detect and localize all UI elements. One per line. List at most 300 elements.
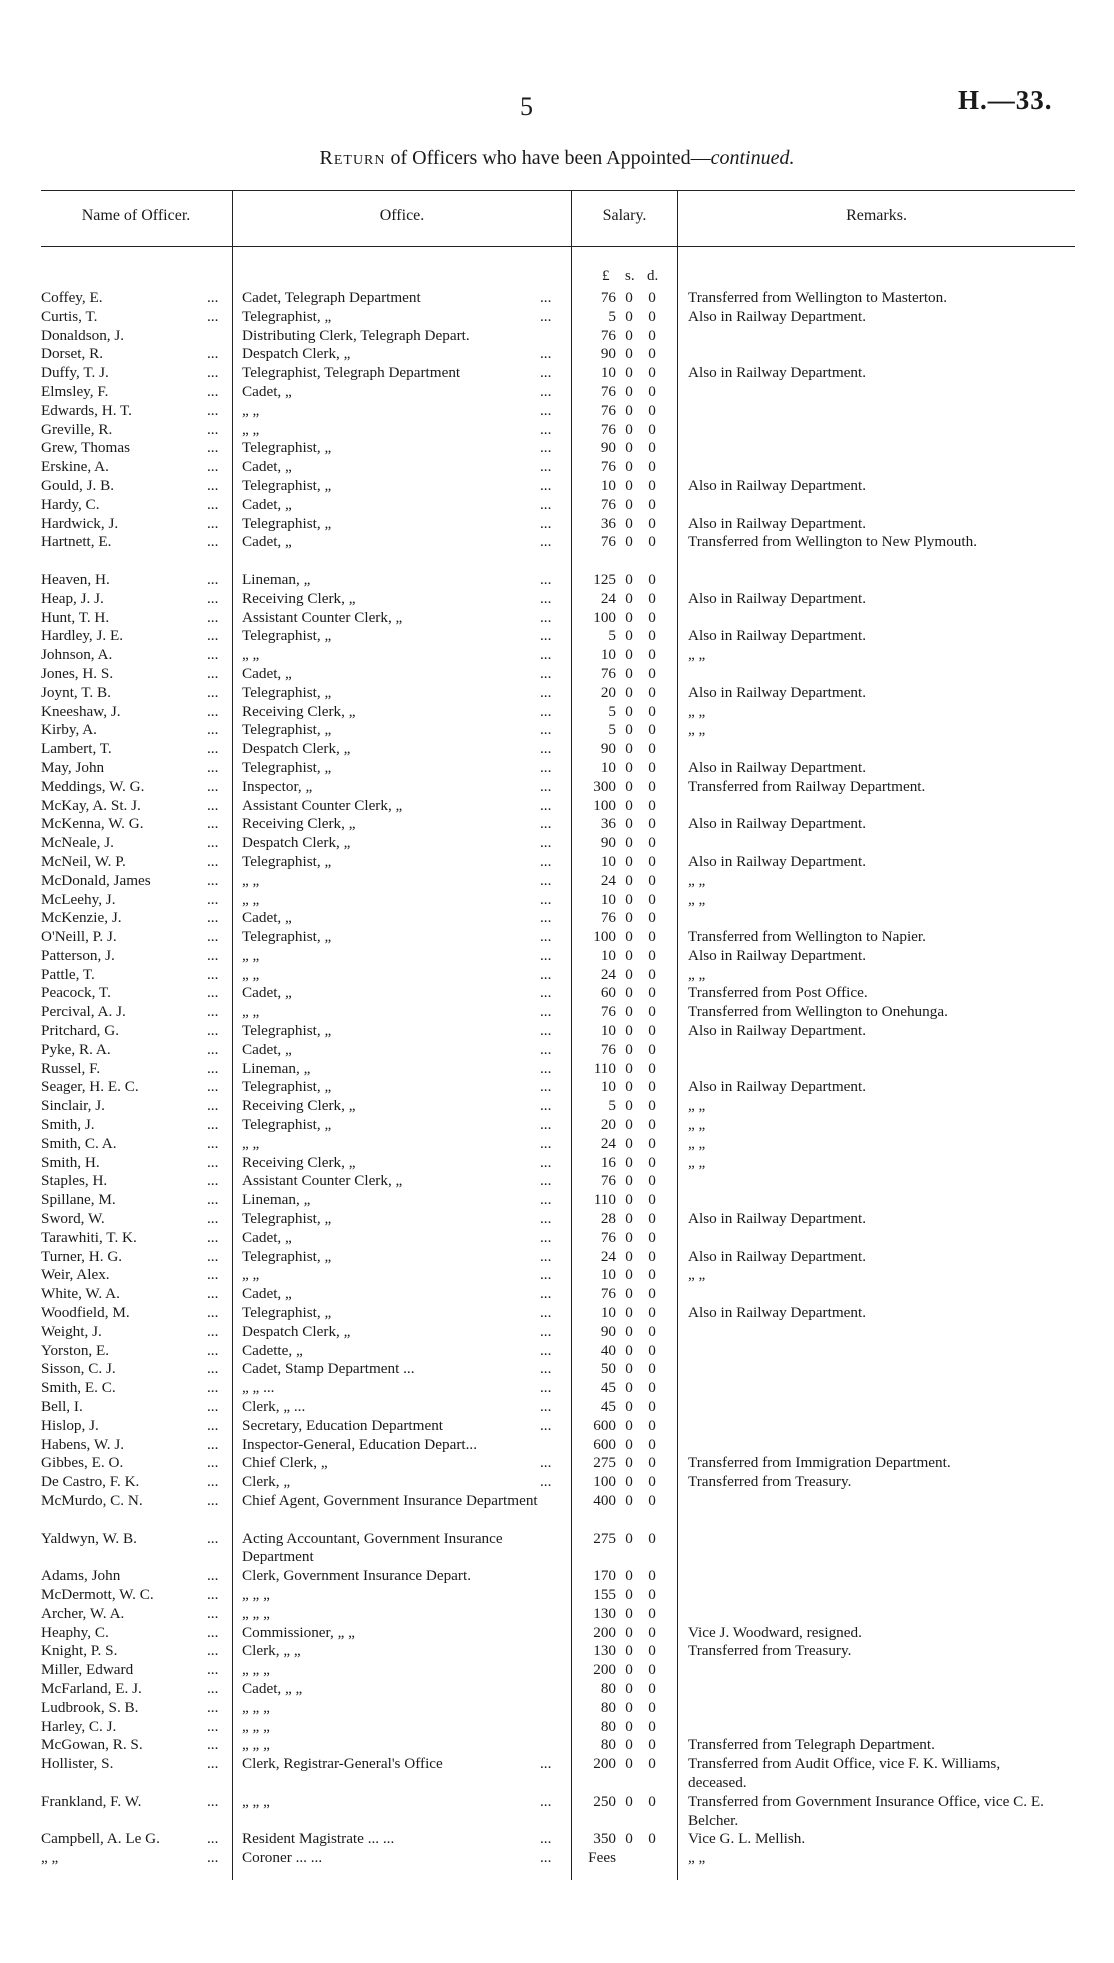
office-leader-dots: ...	[540, 1040, 552, 1058]
remarks-text: „ „	[688, 646, 706, 664]
remarks-text: Also in Railway Department.	[688, 476, 866, 494]
officer-name: Heap, J. J.	[41, 589, 104, 607]
page-title	[0, 147, 1114, 170]
salary-pounds: 20	[600, 683, 616, 701]
office-leader-dots: ...	[540, 458, 552, 476]
salary-pounds: 76	[600, 1285, 616, 1303]
salary-pounds: 60	[600, 984, 616, 1002]
officer-name: Tarawhiti, T. K.	[41, 1228, 137, 1246]
table-row	[0, 909, 1114, 928]
salary-shillings: 0	[625, 683, 633, 701]
office-leader-dots: ...	[540, 946, 552, 964]
name-leader-dots: ...	[207, 1360, 219, 1378]
table-row	[0, 1135, 1114, 1154]
salary-pounds: 16	[600, 1153, 616, 1171]
salary-pounds: 10	[600, 646, 616, 664]
salary-pounds: 24	[600, 1247, 616, 1265]
table-row	[0, 571, 1114, 590]
office-leader-dots: ...	[540, 1228, 552, 1246]
officer-name: Jones, H. S.	[41, 664, 114, 682]
name-leader-dots: ...	[207, 495, 219, 513]
table-row	[0, 1210, 1114, 1229]
salary-pence: 0	[648, 1661, 656, 1679]
salary-shillings: 0	[625, 364, 633, 382]
office-leader-dots: ...	[540, 1322, 552, 1340]
office-leader-dots: ...	[540, 909, 552, 927]
name-leader-dots: ...	[207, 1022, 219, 1040]
salary-pounds: 76	[600, 495, 616, 513]
salary-shillings: 0	[625, 1191, 633, 1209]
salary-pence: 0	[648, 1210, 656, 1228]
name-leader-dots: ...	[207, 758, 219, 776]
remarks-text: „ „	[688, 1134, 706, 1152]
salary-shillings: 0	[625, 420, 633, 438]
name-leader-dots: ...	[207, 439, 219, 457]
salary-shillings: 0	[625, 289, 633, 306]
officer-name: O'Neill, P. J.	[41, 928, 117, 946]
remarks-text: Transferred from Treasury.	[688, 1642, 852, 1660]
officer-name: Adams, John	[41, 1567, 121, 1585]
table-row	[0, 308, 1114, 327]
office-text: „ „	[242, 1266, 260, 1284]
name-leader-dots: ...	[207, 1304, 219, 1322]
officer-name: Habens, W. J.	[41, 1435, 125, 1453]
officer-name: Duffy, T. J.	[41, 364, 109, 382]
office-text: Lineman, „	[242, 1191, 311, 1209]
table-row	[0, 1022, 1114, 1041]
remarks-text: Vice G. L. Mellish.	[688, 1830, 806, 1848]
table-row	[0, 1830, 1114, 1849]
office-text: „ „	[242, 965, 260, 983]
officer-name: Elmsley, F.	[41, 382, 109, 400]
table-row	[0, 1248, 1114, 1267]
name-leader-dots: ...	[207, 1849, 219, 1867]
salary-pence: 0	[648, 1097, 656, 1115]
salary-shillings: 0	[625, 1604, 633, 1622]
name-leader-dots: ...	[207, 514, 219, 532]
name-leader-dots: ...	[207, 1341, 219, 1359]
office-leader-dots: ...	[540, 721, 552, 739]
table-row	[0, 496, 1114, 515]
office-text: Commissioner, „ „	[242, 1623, 355, 1641]
office-leader-dots: ...	[540, 345, 552, 363]
header-remarks: Remarks.	[846, 207, 907, 224]
salary-pence: 0	[648, 1322, 656, 1340]
remarks-text: Transferred from Audit Office, vice F. K. Williams, deceased.	[688, 1755, 1001, 1791]
salary-pence: 0	[648, 1736, 656, 1754]
header-salary: Salary.	[602, 207, 647, 224]
table-row	[0, 1379, 1114, 1398]
office-leader-dots: ...	[540, 1172, 552, 1190]
table-row	[0, 872, 1114, 891]
salary-shillings: 0	[625, 1360, 633, 1378]
salary-pence: 0	[648, 890, 656, 908]
salary-pounds: 76	[600, 326, 616, 344]
salary-shillings: 0	[625, 476, 633, 494]
table-row	[0, 1078, 1114, 1097]
office-text: Clerk, „	[242, 1473, 291, 1491]
salary-shillings: 0	[625, 740, 633, 758]
salary-pounds: 76	[600, 420, 616, 438]
salary-shillings: 0	[625, 664, 633, 682]
salary-pounds: 24	[600, 871, 616, 889]
officer-name: Bell, I.	[41, 1398, 83, 1416]
salary-pence: 0	[648, 946, 656, 964]
office-leader-dots: ...	[540, 871, 552, 889]
name-leader-dots: ...	[207, 476, 219, 494]
remarks-text: „ „	[688, 965, 706, 983]
office-leader-dots: ...	[540, 758, 552, 776]
officer-name: McLeehy, J.	[41, 890, 116, 908]
remarks-text: Transferred from Wellington to Masterton.	[688, 289, 948, 306]
salary-pence: 0	[648, 1191, 656, 1209]
remarks-text: Transferred from Treasury.	[688, 1473, 852, 1491]
title-text: of Officers who have been Appointed—	[385, 147, 711, 169]
remarks-text: „ „	[688, 871, 706, 889]
salary-pounds: 40	[600, 1341, 616, 1359]
office-text: Cadet, „	[242, 664, 292, 682]
office-text: Resident Magistrate ... ...	[242, 1830, 395, 1848]
name-leader-dots: ...	[207, 420, 219, 438]
salary-pence: 0	[648, 570, 656, 588]
name-leader-dots: ...	[207, 1792, 219, 1810]
salary-shillings: 0	[625, 1003, 633, 1021]
office-leader-dots: ...	[540, 495, 552, 513]
table-row	[0, 1304, 1114, 1323]
salary-pence: 0	[648, 289, 656, 306]
remarks-text: „ „	[688, 890, 706, 908]
office-leader-dots: ...	[540, 664, 552, 682]
salary-shillings: 0	[625, 1755, 633, 1773]
table-row	[0, 1567, 1114, 1586]
salary-pence: 0	[648, 326, 656, 344]
office-text: Telegraphist, „	[242, 928, 332, 946]
office-leader-dots: ...	[540, 777, 552, 795]
office-leader-dots: ...	[540, 1755, 552, 1773]
salary-pence: 0	[648, 1642, 656, 1660]
salary-pounds: 10	[600, 364, 616, 382]
name-leader-dots: ...	[207, 796, 219, 814]
salary-shillings: 0	[625, 458, 633, 476]
office-text: Telegraphist, „	[242, 1210, 332, 1228]
officer-name: „ „	[41, 1849, 59, 1867]
name-leader-dots: ...	[207, 382, 219, 400]
table-row	[0, 1116, 1114, 1135]
office-text: Cadet, Stamp Department ...	[242, 1360, 415, 1378]
officer-name: Archer, W. A.	[41, 1604, 125, 1622]
office-text: Telegraphist, Telegraph Department	[242, 364, 461, 382]
officer-name: Peacock, T.	[41, 984, 111, 1002]
salary-pounds: 10	[600, 1266, 616, 1284]
salary-shillings: 0	[625, 984, 633, 1002]
remarks-text: „ „	[688, 1097, 706, 1115]
name-leader-dots: ...	[207, 1322, 219, 1340]
salary-pounds: 76	[600, 1172, 616, 1190]
name-leader-dots: ...	[207, 777, 219, 795]
salary-pence: 0	[648, 1567, 656, 1585]
name-leader-dots: ...	[207, 664, 219, 682]
office-text: Receiving Clerk, „	[242, 815, 356, 833]
office-text: Cadet, „	[242, 984, 292, 1002]
office-leader-dots: ...	[540, 382, 552, 400]
salary-shillings: 0	[625, 1830, 633, 1848]
name-leader-dots: ...	[207, 533, 219, 551]
officer-name: Erskine, A.	[41, 458, 109, 476]
salary-pounds: 350	[593, 1830, 616, 1848]
salary-shillings: 0	[625, 1473, 633, 1491]
officer-name: Pritchard, G.	[41, 1022, 120, 1040]
salary-pounds: 5	[608, 307, 616, 325]
name-leader-dots: ...	[207, 1059, 219, 1077]
salary-pounds: 76	[600, 909, 616, 927]
officer-name: Knight, P. S.	[41, 1642, 118, 1660]
table-row	[0, 815, 1114, 834]
table-row	[0, 1060, 1114, 1079]
salary-shillings: 0	[625, 1416, 633, 1434]
office-text: Telegraphist, „	[242, 1022, 332, 1040]
salary-pence: 0	[648, 1679, 656, 1697]
officer-name: Yorston, E.	[41, 1341, 110, 1359]
salary-pence: 0	[648, 1078, 656, 1096]
table-header-rule	[41, 246, 1075, 247]
salary-pence: 0	[648, 533, 656, 551]
office-text: „ „ „	[242, 1661, 270, 1679]
remarks-text: Also in Railway Department.	[688, 307, 866, 325]
salary-shillings: 0	[625, 345, 633, 363]
officer-name: Hardley, J. E.	[41, 627, 124, 645]
salary-pence: 0	[648, 476, 656, 494]
office-leader-dots: ...	[540, 1473, 552, 1491]
salary-pounds: 250	[593, 1792, 616, 1810]
officer-name: Spillane, M.	[41, 1191, 116, 1209]
salary-pence: 0	[648, 345, 656, 363]
remarks-text: Transferred from Wellington to Napier.	[688, 928, 926, 946]
salary-pounds: 10	[600, 946, 616, 964]
salary-pence: 0	[648, 1604, 656, 1622]
salary-pence: 0	[648, 796, 656, 814]
salary-pence: 0	[648, 1153, 656, 1171]
table-row	[0, 684, 1114, 703]
salary-pounds: 36	[600, 815, 616, 833]
office-text: Secretary, Education Department	[242, 1416, 444, 1434]
table-row	[0, 1736, 1114, 1755]
salary-pounds: 170	[593, 1567, 616, 1585]
officer-name: McKay, A. St. J.	[41, 796, 141, 814]
salary-shillings: 0	[625, 1097, 633, 1115]
salary-pence: 0	[648, 1623, 656, 1641]
office-text: Despatch Clerk, „	[242, 740, 351, 758]
table-row	[0, 1849, 1114, 1868]
office-leader-dots: ...	[540, 1059, 552, 1077]
salary-pounds: 76	[600, 533, 616, 551]
salary-pence: 0	[648, 1398, 656, 1416]
salary-pounds: 90	[600, 345, 616, 363]
salary-pence: 0	[648, 1792, 656, 1810]
salary-shillings: 0	[625, 1153, 633, 1171]
salary-pence: 0	[648, 364, 656, 382]
table-row	[0, 1454, 1114, 1473]
table-row	[0, 1793, 1114, 1831]
salary-pence: 0	[648, 382, 656, 400]
office-text: Cadet, „	[242, 458, 292, 476]
office-leader-dots: ...	[540, 1304, 552, 1322]
salary-shillings: 0	[625, 815, 633, 833]
name-leader-dots: ...	[207, 1698, 219, 1716]
table-row	[0, 1285, 1114, 1304]
name-leader-dots: ...	[207, 909, 219, 927]
salary-pounds: 10	[600, 476, 616, 494]
salary-shillings: 0	[625, 1661, 633, 1679]
table-row	[0, 609, 1114, 628]
remarks-text: Vice J. Woodward, resigned.	[688, 1623, 862, 1641]
table-row	[0, 778, 1114, 797]
officer-name: Gould, J. B.	[41, 476, 114, 494]
table-row	[0, 1003, 1114, 1022]
salary-pence: 0	[648, 1116, 656, 1134]
salary-pounds: 24	[600, 589, 616, 607]
remarks-text: Also in Railway Department.	[688, 627, 866, 645]
name-leader-dots: ...	[207, 570, 219, 588]
salary-shillings: 0	[625, 1623, 633, 1641]
office-text: „ „	[242, 946, 260, 964]
title-continued: continued.	[710, 147, 795, 169]
office-text: Clerk, Registrar-General's Office	[242, 1755, 443, 1773]
salary-pence: 0	[648, 589, 656, 607]
salary-pounds: 200	[593, 1661, 616, 1679]
name-leader-dots: ...	[207, 1661, 219, 1679]
salary-shillings: 0	[625, 514, 633, 532]
salary-pounds: 20	[600, 1116, 616, 1134]
table-row	[0, 703, 1114, 722]
officer-name: Johnson, A.	[41, 646, 113, 664]
officer-name: McDonald, James	[41, 871, 151, 889]
office-leader-dots: ...	[540, 1285, 552, 1303]
office-text: Cadet, „	[242, 533, 292, 551]
salary-pounds: 100	[593, 928, 616, 946]
name-leader-dots: ...	[207, 702, 219, 720]
name-leader-dots: ...	[207, 1134, 219, 1152]
salary-shillings: 0	[625, 589, 633, 607]
remarks-text: „ „	[688, 1153, 706, 1171]
office-text: Cadet, „	[242, 382, 292, 400]
office-text: „ „	[242, 1134, 260, 1152]
salary-pounds: Fees	[588, 1849, 616, 1867]
name-leader-dots: ...	[207, 1247, 219, 1265]
name-leader-dots: ...	[207, 1755, 219, 1773]
salary-pence: 0	[648, 1341, 656, 1359]
salary-pounds: 100	[593, 796, 616, 814]
remarks-text: Also in Railway Department.	[688, 1304, 866, 1322]
salary-shillings: 0	[625, 439, 633, 457]
office-text: Despatch Clerk, „	[242, 345, 351, 363]
office-text: Cadet, „	[242, 495, 292, 513]
table-row	[0, 402, 1114, 421]
office-leader-dots: ...	[540, 984, 552, 1002]
salary-shillings: 0	[625, 1529, 633, 1547]
office-leader-dots: ...	[540, 928, 552, 946]
salary-shillings: 0	[625, 307, 633, 325]
table-row	[0, 345, 1114, 364]
office-leader-dots: ...	[540, 1266, 552, 1284]
office-text: Acting Accountant, Government Insurance Department	[242, 1529, 503, 1566]
salary-pence: 0	[648, 702, 656, 720]
salary-shillings: 0	[625, 1285, 633, 1303]
salary-shillings: 0	[625, 1210, 633, 1228]
office-text: Telegraphist, „	[242, 758, 332, 776]
officer-name: McDermott, W. C.	[41, 1585, 154, 1603]
salary-pence: 0	[648, 758, 656, 776]
office-text: Inspector, „	[242, 777, 313, 795]
officer-name: Weight, J.	[41, 1322, 102, 1340]
office-leader-dots: ...	[540, 1454, 552, 1472]
office-leader-dots: ...	[540, 608, 552, 626]
officer-name: White, W. A.	[41, 1285, 120, 1303]
officer-name: Percival, A. J.	[41, 1003, 126, 1021]
name-leader-dots: ...	[207, 589, 219, 607]
table-row	[0, 928, 1114, 947]
salary-shillings: 0	[625, 533, 633, 551]
salary-pounds: 45	[600, 1379, 616, 1397]
name-leader-dots: ...	[207, 1285, 219, 1303]
salary-pence: 0	[648, 1435, 656, 1453]
office-leader-dots: ...	[540, 702, 552, 720]
salary-pence: 0	[648, 458, 656, 476]
office-text: Cadette, „	[242, 1341, 303, 1359]
salary-pence: 0	[648, 1266, 656, 1284]
salary-shillings: 0	[625, 890, 633, 908]
salary-shillings: 0	[625, 702, 633, 720]
table-row	[0, 891, 1114, 910]
name-leader-dots: ...	[207, 1604, 219, 1622]
officer-name: McNeale, J.	[41, 834, 114, 852]
salary-pounds: 76	[600, 1003, 616, 1021]
officer-name: De Castro, F. K.	[41, 1473, 140, 1491]
office-text: Telegraphist, „	[242, 1304, 332, 1322]
remarks-text: Also in Railway Department.	[688, 589, 866, 607]
officer-name: Smith, E. C.	[41, 1379, 116, 1397]
salary-pounds: 76	[600, 382, 616, 400]
officer-name: Heaphy, C.	[41, 1623, 109, 1641]
name-leader-dots: ...	[207, 1210, 219, 1228]
name-leader-dots: ...	[207, 1172, 219, 1190]
officer-name: Frankland, F. W.	[41, 1792, 142, 1810]
remarks-text: Transferred from Railway Department.	[688, 777, 926, 795]
salary-pounds: 5	[608, 702, 616, 720]
officer-name: Staples, H.	[41, 1172, 108, 1190]
salary-shillings: 0	[625, 1642, 633, 1660]
office-text: Telegraphist, „	[242, 1247, 332, 1265]
name-leader-dots: ...	[207, 1078, 219, 1096]
salary-pounds: 600	[593, 1435, 616, 1453]
salary-pence: 0	[648, 1492, 656, 1509]
name-leader-dots: ...	[207, 852, 219, 870]
officer-name: Harley, C. J.	[41, 1717, 117, 1735]
salary-shillings: 0	[625, 1435, 633, 1453]
officer-name: Miller, Edward	[41, 1661, 134, 1679]
salary-shillings: 0	[625, 1379, 633, 1397]
salary-shillings: 0	[625, 646, 633, 664]
officer-name: Patterson, J.	[41, 946, 115, 964]
salary-pounds: 130	[593, 1642, 616, 1660]
officer-name: Heaven, H.	[41, 570, 110, 588]
officer-name: Edwards, H. T.	[41, 401, 132, 419]
officer-name: Hardwick, J.	[41, 514, 119, 532]
salary-pounds: 10	[600, 1304, 616, 1322]
salary-pence: 0	[648, 928, 656, 946]
table-row	[0, 947, 1114, 966]
salary-shillings: 0	[625, 1022, 633, 1040]
office-text: Assistant Counter Clerk, „	[242, 796, 403, 814]
